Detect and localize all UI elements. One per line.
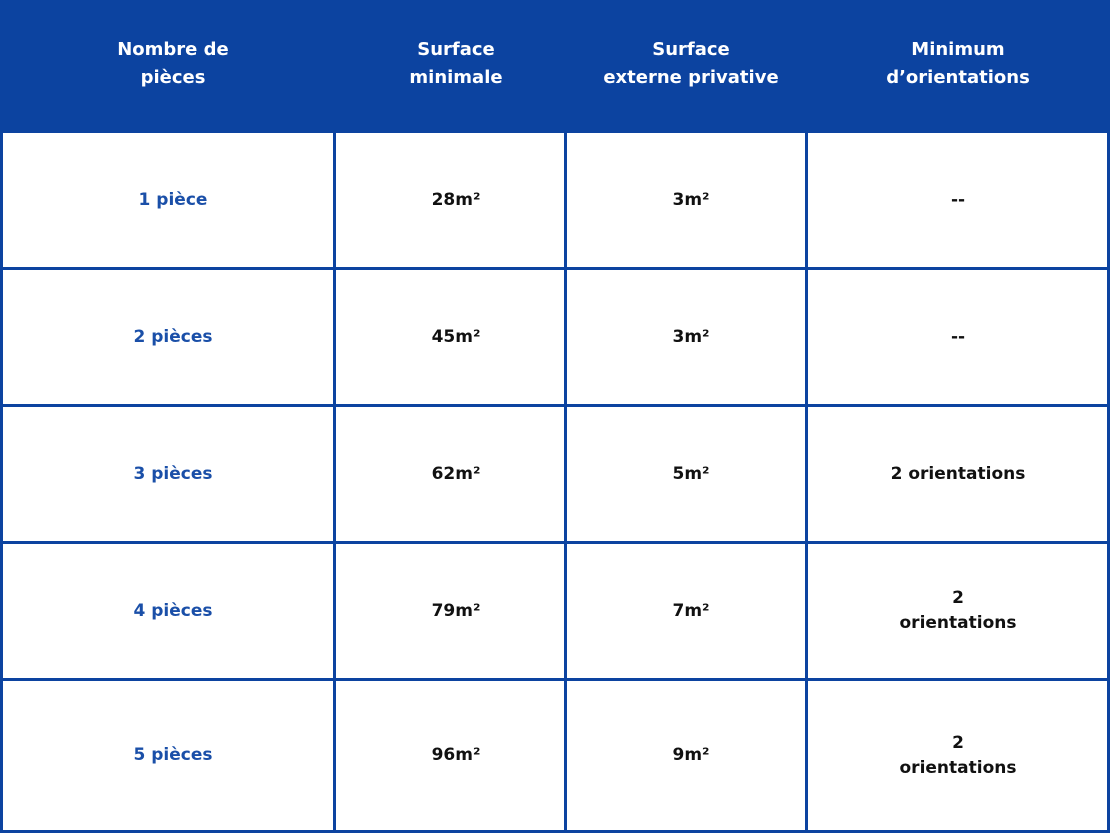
table-row <box>0 681 1110 830</box>
rooms-cell: 4 pièces <box>133 600 213 621</box>
rooms-cell: 3 pièces <box>133 463 213 484</box>
row-divider <box>0 404 1110 407</box>
external-surface-cell: 7m² <box>672 600 710 621</box>
row-divider <box>0 541 1110 544</box>
external-surface-cell: 9m² <box>672 745 710 765</box>
table-row <box>0 544 1110 678</box>
column-divider <box>805 128 808 833</box>
header-cell-rooms: Nombre de pièces <box>117 39 229 88</box>
rooms-cell: 5 pièces <box>133 745 213 765</box>
orientations-cell: -- <box>950 189 966 210</box>
column-divider <box>564 128 567 833</box>
table-row <box>0 407 1110 541</box>
min-surface-cell: 45m² <box>431 326 481 347</box>
min-surface-cell: 62m² <box>431 463 481 484</box>
header-cell-min-surface: Surface minimale <box>409 39 503 88</box>
external-surface-cell: 3m² <box>672 189 710 210</box>
orientations-cell: 2 orientations <box>899 588 1017 633</box>
table-header <box>0 0 1110 133</box>
row-divider <box>0 267 1110 270</box>
external-surface-cell: 5m² <box>672 463 710 484</box>
min-surface-cell: 96m² <box>431 745 481 765</box>
column-divider <box>333 128 336 833</box>
min-surface-cell: 79m² <box>431 600 481 621</box>
header-cell-external-surface: Surface externe privative <box>603 39 779 88</box>
min-surface-cell: 28m² <box>431 189 481 210</box>
rooms-cell: 1 pièce <box>138 189 208 210</box>
orientations-cell: 2 orientations <box>899 732 1017 778</box>
external-surface-cell: 3m² <box>672 326 710 347</box>
rooms-cell: 2 pièces <box>133 326 213 347</box>
orientations-cell: -- <box>950 326 966 347</box>
header-cell-orientations: Minimum d’orientations <box>886 39 1030 88</box>
orientations-cell: 2 orientations <box>890 463 1026 484</box>
table-row <box>0 270 1110 404</box>
table-row <box>0 133 1110 267</box>
table-border-left <box>0 128 3 833</box>
row-divider <box>0 678 1110 681</box>
